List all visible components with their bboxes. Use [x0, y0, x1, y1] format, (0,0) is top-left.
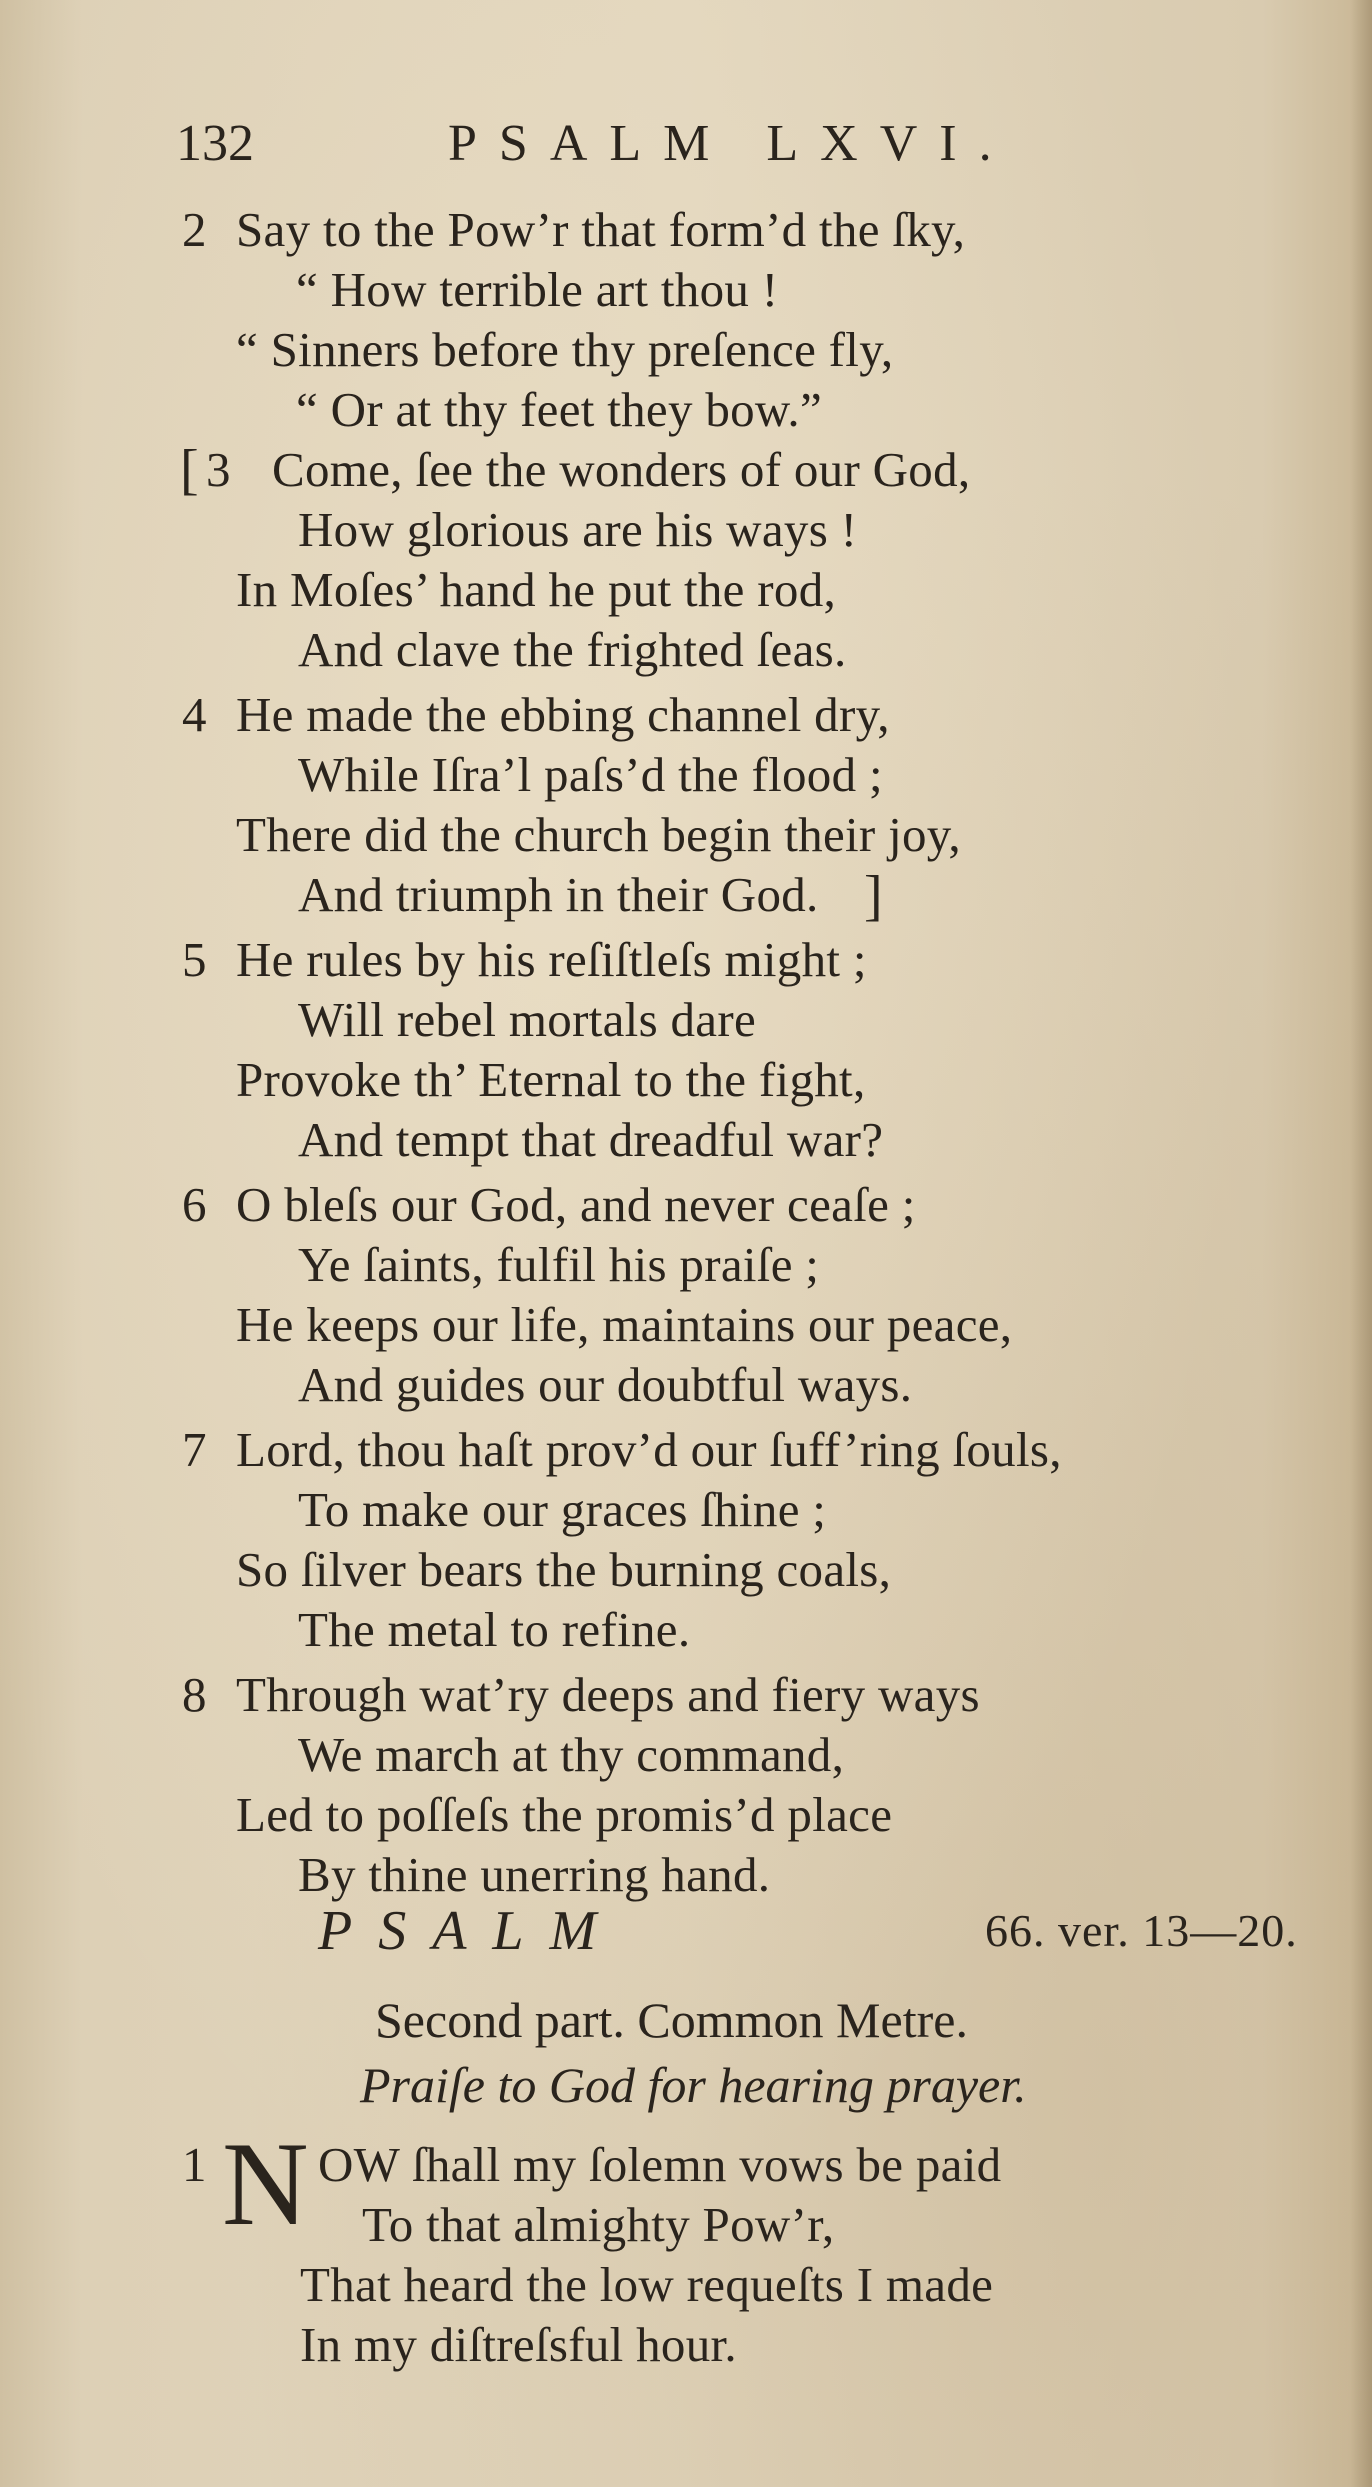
stanza-number: 2 [182, 202, 207, 257]
stanza-number: 8 [182, 1667, 207, 1722]
verse-line: Lord, thou haſt prov’d our ſuff’ring ſouls, [236, 1422, 1062, 1477]
verse-line: “ Sinners before thy preſence fly, [236, 322, 894, 377]
verse-line: Led to poſſeſs the promis’d place [236, 1787, 893, 1842]
metre-subtitle: Second part. Common Metre. [375, 1992, 968, 2048]
verse-line: Say to the Pow’r that form’d the ſky, [236, 202, 966, 257]
verse-line: And clave the frighted ſeas. [298, 622, 847, 677]
verse-line: How glorious are his ways ! [298, 502, 858, 557]
verse-line: By thine unerring hand. [298, 1847, 771, 1902]
verse-line: Provoke th’ Eternal to the fight, [236, 1052, 866, 1107]
verse-line: “ How terrible art thou ! [296, 262, 779, 317]
verse-line: He made the ebbing channel dry, [236, 687, 890, 742]
verse-line: In my diſtreſsful hour. [300, 2317, 737, 2372]
verse-line: Will rebel mortals dare [298, 992, 756, 1047]
verse-line: OW ſhall my ſolemn vows be paid [318, 2137, 1002, 2192]
verse-line: O bleſs our God, and never ceaſe ; [236, 1177, 916, 1232]
verse-line: To make our graces ſhine ; [298, 1482, 827, 1537]
running-title: PSALM LXVI. [448, 115, 1014, 172]
verse-line: Ye ſaints, fulfil his praiſe ; [298, 1237, 820, 1292]
verse-line: That heard the low requeſts I made [300, 2257, 994, 2312]
stanza-number: 3 [206, 442, 231, 497]
verse-line: We march at thy command, [298, 1727, 845, 1782]
close-bracket: ] [864, 865, 883, 927]
stanza-number: 1 [182, 2137, 207, 2192]
verse-line: And triumph in their God. [298, 867, 819, 922]
verse-line: So ſilver bears the burning coals, [236, 1542, 892, 1597]
verse-line: “ Or at thy feet they bow.” [296, 382, 823, 437]
stanza-number: 6 [182, 1177, 207, 1232]
psalm-verse-reference: 66. ver. 13—20. [985, 1905, 1298, 1956]
verse-line: Come, ſee the wonders of our God, [272, 442, 971, 497]
psalm-title: PSALM [318, 1900, 623, 1962]
page-number: 132 [176, 115, 254, 172]
verse-line: There did the church begin their joy, [236, 807, 961, 862]
verse-line: To that almighty Pow’r, [362, 2197, 835, 2252]
verse-line: While Iſra’l paſs’d the flood ; [298, 747, 883, 802]
verse-line: In Moſes’ hand he put the rod, [236, 562, 837, 617]
drop-cap: N [222, 2117, 309, 2250]
verse-line: And tempt that dreadful war? [298, 1112, 884, 1167]
verse-line: He keeps our life, maintains our peace, [236, 1297, 1013, 1352]
page-edge-shadow [1350, 0, 1372, 2487]
verse-line: The metal to refine. [298, 1602, 691, 1657]
open-bracket: [ [180, 439, 199, 501]
verse-line: Through wat’ry deeps and fiery ways [236, 1667, 980, 1722]
stanza-number: 5 [182, 932, 207, 987]
stanza-number: 4 [182, 687, 207, 742]
psalm-argument: Praiſe to God for hearing prayer. [360, 2057, 1027, 2113]
stanza-number: 7 [182, 1422, 207, 1477]
verse-line: He rules by his reſiſtleſs might ; [236, 932, 867, 987]
verse-line: And guides our doubtful ways. [298, 1357, 913, 1412]
